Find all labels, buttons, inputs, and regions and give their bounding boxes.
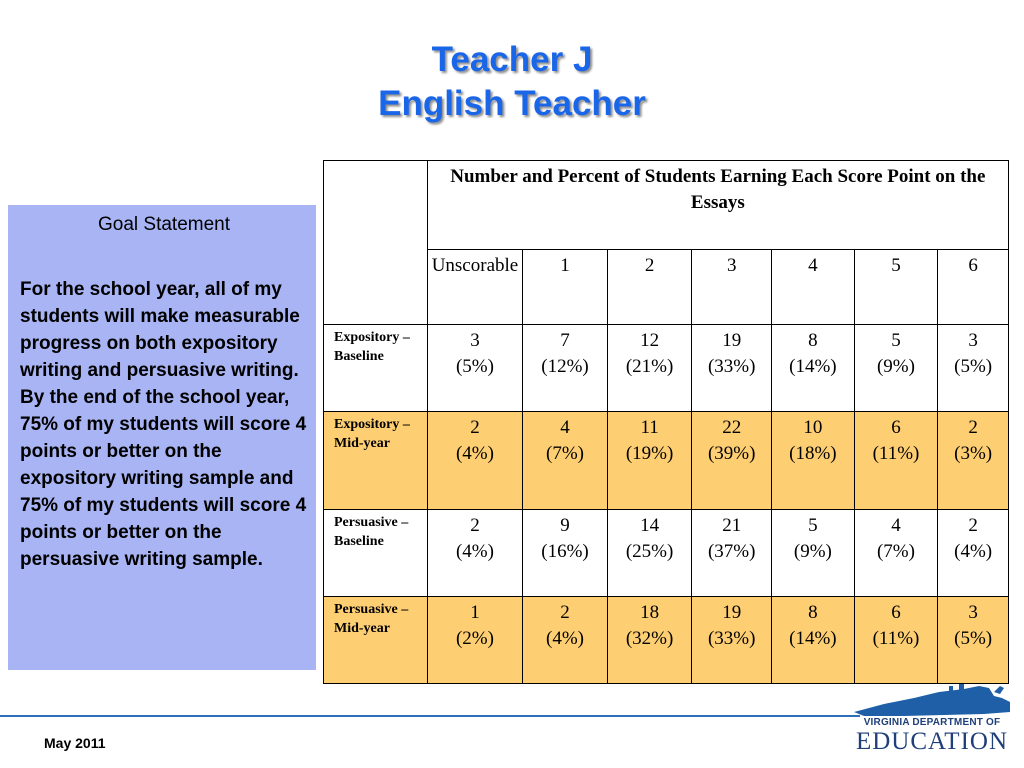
student-count: 8 <box>808 602 818 623</box>
student-count: 7 <box>560 330 570 351</box>
student-count: 5 <box>808 515 818 536</box>
table-row <box>324 325 1009 412</box>
score-point-header: Unscorable <box>427 250 523 325</box>
student-count: 14 <box>640 515 660 536</box>
score-cell <box>772 412 855 510</box>
student-percent: (9%) <box>876 356 915 377</box>
student-percent: (3%) <box>954 443 993 464</box>
student-percent: (25%) <box>625 541 674 562</box>
score-cell <box>772 597 855 684</box>
score-cell <box>692 510 772 597</box>
score-cell <box>607 412 692 510</box>
row-label: Expository – Mid-year <box>324 412 428 510</box>
student-percent: (33%) <box>707 356 756 377</box>
table-row <box>324 412 1009 510</box>
score-cell <box>854 412 938 510</box>
score-cell <box>854 325 938 412</box>
logo-text-department: VIRGINIA DEPARTMENT OF <box>863 717 1001 728</box>
student-percent: (14%) <box>789 628 837 649</box>
slide-title <box>0 38 1024 126</box>
student-count: 9 <box>560 515 570 536</box>
score-point-header: 6 <box>938 250 1009 325</box>
score-point-header: 3 <box>692 250 772 325</box>
student-percent: (7%) <box>876 541 915 562</box>
student-percent: (11%) <box>872 628 920 649</box>
score-cell <box>523 597 608 684</box>
student-percent: (4%) <box>546 628 584 649</box>
goal-text: For the school year, all of my students will make measurable progress on both expository writing and persuasive writing. By the end of the school year, 75% of my students will score 4 points or better on the expository writing sample and 75% of my students will score 4 points or better on the persuasive writing sample. <box>20 279 307 570</box>
student-count: 18 <box>640 602 660 623</box>
row-label: Persuasive – Baseline <box>324 510 428 597</box>
student-count: 12 <box>640 330 660 351</box>
score-cell <box>772 325 855 412</box>
row-label: Persuasive – Mid-year <box>324 597 428 684</box>
student-percent: (12%) <box>541 356 589 377</box>
score-cell <box>692 412 772 510</box>
table-row <box>324 510 1009 597</box>
student-percent: (11%) <box>872 443 920 464</box>
score-point-header: 1 <box>523 250 608 325</box>
student-count: 2 <box>968 417 978 438</box>
score-cell <box>523 510 608 597</box>
student-count: 22 <box>722 417 742 438</box>
score-cell <box>854 597 938 684</box>
student-percent: (37%) <box>707 541 756 562</box>
score-cell <box>772 510 855 597</box>
student-count: 3 <box>470 330 480 351</box>
student-count: 3 <box>968 602 978 623</box>
score-point-header: 5 <box>854 250 938 325</box>
student-percent: (9%) <box>793 541 832 562</box>
score-point-header: 4 <box>772 250 855 325</box>
footer-date: May 2011 <box>44 735 106 751</box>
score-cell <box>427 597 523 684</box>
score-cell <box>938 325 1009 412</box>
goal-heading: Goal Statement <box>97 214 231 235</box>
score-cell <box>692 325 772 412</box>
student-percent: (5%) <box>954 628 993 649</box>
score-cell <box>607 597 692 684</box>
score-cell <box>938 597 1009 684</box>
score-cell <box>523 325 608 412</box>
table-row <box>324 597 1009 684</box>
student-count: 2 <box>470 515 480 536</box>
student-count: 11 <box>640 417 659 438</box>
title-line-2: English Teacher <box>378 84 646 123</box>
student-percent: (5%) <box>455 356 494 377</box>
score-cell <box>427 325 523 412</box>
score-cell <box>692 597 772 684</box>
student-count: 10 <box>803 417 823 438</box>
student-percent: (33%) <box>707 628 756 649</box>
score-point-header: 2 <box>607 250 692 325</box>
score-cell <box>607 510 692 597</box>
student-percent: (21%) <box>625 356 674 377</box>
student-percent: (2%) <box>455 628 494 649</box>
student-count: 3 <box>968 330 978 351</box>
student-percent: (16%) <box>541 541 589 562</box>
student-count: 2 <box>968 515 978 536</box>
student-percent: (18%) <box>789 443 837 464</box>
student-percent: (5%) <box>954 356 993 377</box>
student-count: 19 <box>722 330 742 351</box>
student-count: 4 <box>891 515 901 536</box>
student-percent: (19%) <box>625 443 674 464</box>
student-count: 6 <box>891 417 901 438</box>
goal-statement-box <box>8 205 316 670</box>
student-count: 21 <box>722 515 742 536</box>
student-count: 5 <box>891 330 901 351</box>
logo-text-education: EDUCATION <box>855 728 1009 755</box>
student-percent: (4%) <box>455 541 494 562</box>
student-percent: (39%) <box>707 443 756 464</box>
student-count: 2 <box>470 417 480 438</box>
student-count: 8 <box>808 330 818 351</box>
student-count: 1 <box>470 602 480 623</box>
student-percent: (4%) <box>954 541 993 562</box>
student-percent: (7%) <box>546 443 584 464</box>
table-header: Number and Percent of Students Earning Each Score Point on the Essays <box>427 161 1008 250</box>
score-cell <box>427 510 523 597</box>
score-cell <box>938 412 1009 510</box>
student-count: 6 <box>891 602 901 623</box>
score-table <box>323 160 1009 684</box>
student-percent: (14%) <box>789 356 837 377</box>
title-line-1: Teacher J <box>431 40 593 79</box>
student-percent: (32%) <box>625 628 674 649</box>
score-cell <box>607 325 692 412</box>
student-count: 4 <box>560 417 570 438</box>
score-cell <box>523 412 608 510</box>
score-cell <box>938 510 1009 597</box>
score-cell <box>854 510 938 597</box>
student-count: 19 <box>722 602 742 623</box>
footer-divider <box>0 715 860 717</box>
student-count: 2 <box>560 602 570 623</box>
score-cell <box>427 412 523 510</box>
row-label: Expository – Baseline <box>324 325 428 412</box>
table-corner-cell <box>324 161 428 325</box>
student-percent: (4%) <box>455 443 494 464</box>
